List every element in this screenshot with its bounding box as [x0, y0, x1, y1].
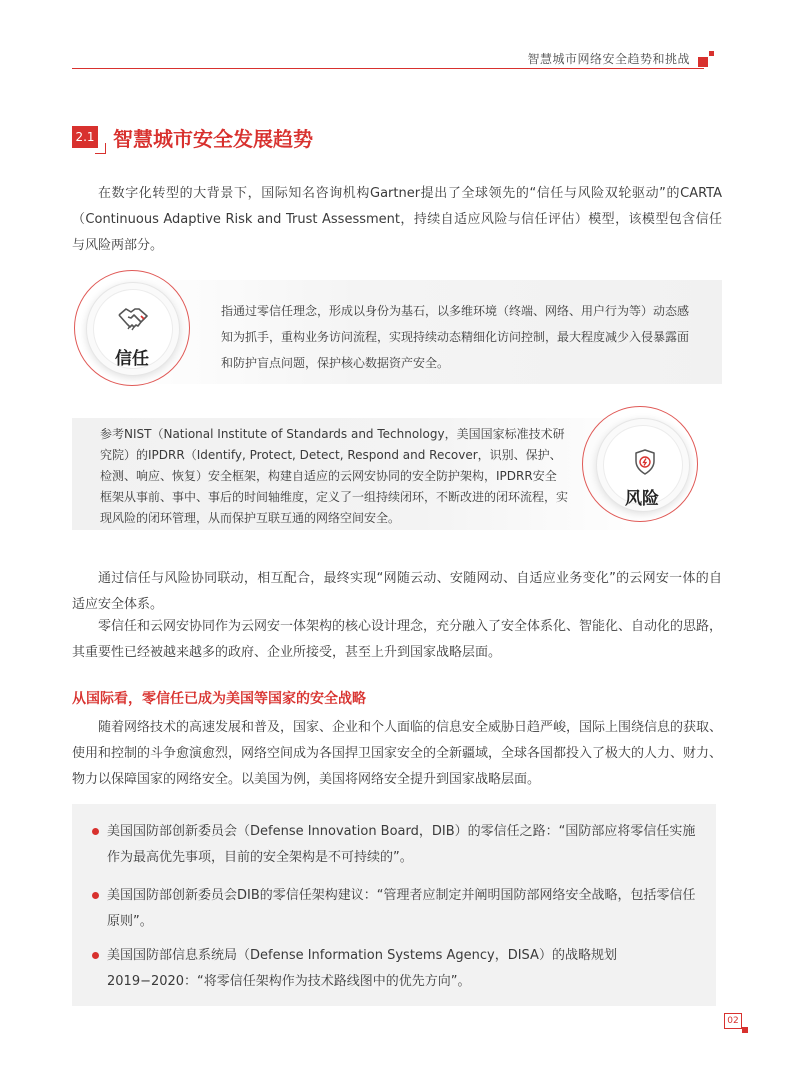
section-number: 2.1 [72, 126, 98, 148]
shield-icon [634, 449, 656, 475]
bullet-dot [92, 828, 99, 835]
header-small-square-decoration [709, 51, 714, 56]
risk-label: 风险 [625, 489, 659, 509]
trust-label: 信任 [115, 349, 149, 369]
section-title: 智慧城市安全发展趋势 [113, 127, 313, 151]
paragraph-international: 随着网络技术的高速发展和普及，国家、企业和个人面临的信息安全威胁日趋严峻，国际上围绕信息的获取、使用和控制的斗争愈演愈烈，网络空间成为各国捍卫国家安全的全新疆域，全球各国都投入了极大的人力、财力、物力以保障国家的网络安全。以美国为例，美国将网络安全提升到国家战略层面。 [72, 720, 723, 787]
trust-description: 指通过零信任理念，形成以身份为基石，以多维环境（终端、网络、用户行为等）动态感知为抓手，重构业务访问流程，实现持续动态精细化访问控制，最大程度减少入侵暴露面和防护盲点问题，保护核心数据资产安全。 [221, 304, 690, 370]
running-header: 智慧城市网络安全趋势和挑战 [527, 52, 690, 66]
bullet-dot [92, 892, 99, 899]
subheading: 从国际看，零信任已成为美国等国家的安全战略 [72, 691, 366, 707]
bullet-dot [92, 952, 99, 959]
list-item [92, 943, 698, 995]
paragraph-collaboration: 通过信任与风险协同联动，相互配合，最终实现“网随云动、安随网动、自适应业务变化”的云网安一体的自适应安全体系。 [72, 571, 722, 612]
list-item-text: 美国国防部创新委员会DIB的零信任架构建议：“管理者应制定并阐明国防部网络安全战略，包括零信任原则”。 [107, 888, 696, 929]
intro-paragraph: 在数字化转型的大背景下，国际知名咨询机构Gartner提出了全球领先的“信任与风险双轮驱动”的CARTA（Continuous Adaptive Risk and Trust Assessment，持续自适应风险与信任评估）模型，该模型包含信任与风险两部分。 [72, 186, 722, 253]
risk-description: 参考NIST（National Institute of Standards and Technology，美国国家标准技术研究院）的IPDRR（Identify, Protect, Detect, Respond and Recover，识别、保护、检测、响应、恢复）安全框架，构建自适应的云网安协同的安全防护架构，IPDRR安全框架从事前、事中、事后的时间轴维度，定义了一组持续闭环，不断改进的闭环流程，实现风险的闭环管理，从而保护互联互通的网络空间安全。 [100, 427, 569, 525]
paragraph-zero-trust: 零信任和云网安协同作为云网安一体架构的核心设计理念，充分融入了安全体系化、智能化、自动化的思路，其重要性已经被越来越多的政府、企业所接受，甚至上升到国家战略层面。 [72, 619, 723, 660]
page-number-square-decoration [742, 1027, 748, 1033]
list-item [92, 819, 698, 871]
list-item-text: 美国国防部创新委员会（Defense Innovation Board，DIB）的零信任之路：“国防部应将零信任实施作为最高优先事项，目前的安全架构是不可持续的”。 [107, 824, 696, 865]
header-rule [72, 68, 704, 69]
handshake-icon [117, 305, 149, 333]
list-item-text: 美国国防部信息系统局（Defense Information Systems Agency，DISA）的战略规划2019−2020：“将零信任架构作为技术路线图中的优先方向”。 [107, 948, 617, 989]
list-item [92, 883, 698, 935]
header-square-decoration [698, 57, 708, 67]
page-number: 02 [724, 1013, 742, 1029]
